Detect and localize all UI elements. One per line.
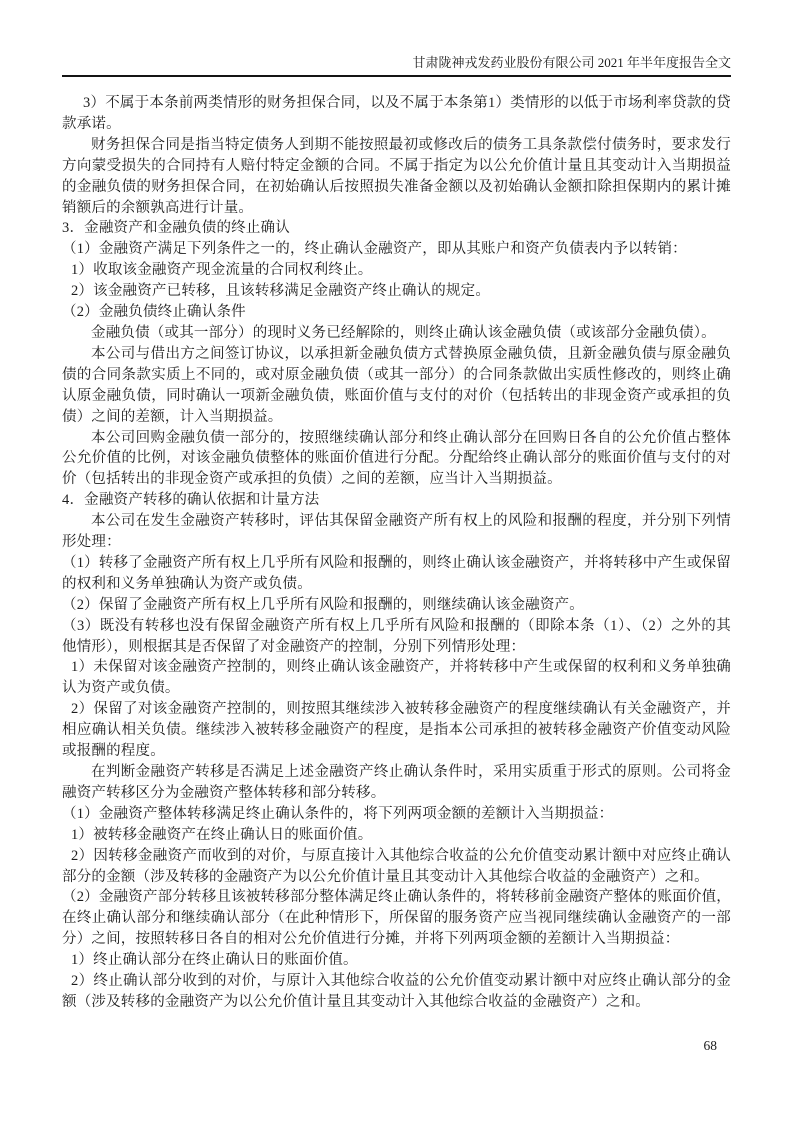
paragraph: （2）金融负债终止确认条件 (62, 304, 246, 321)
paragraph: 1）被转移金融资产在终止确认日的账面价值。 (70, 826, 373, 843)
paragraph: 1）收取该金融资产现金流量的合同权利终止。 (70, 262, 373, 279)
paragraph: 金融负债（或其一部分）的现时义务已经解除的，则终止确认该金融负债（或该部分金融负债）。 (91, 324, 716, 341)
paragraph: 1）未保留对该金融资产控制的，则终止确认该金融资产，并将转移中产生或保留的权利和义务单独确认为资产或负债。 (62, 659, 731, 697)
paragraph: 2）因转移金融资产而收到的对价，与原直接计入其他综合收益的公允价值变动累计额中对应终止确认部分的金额（涉及转移的金融资产为以公允价值计量且其变动计入其他综合收益的金融资产）之和。 (62, 847, 731, 885)
paragraph: 3）不属于本条前两类情形的财务担保合同，以及不属于本条第1）类情形的以低于市场利率贷款的贷款承诺。 (62, 95, 731, 132)
page-header (62, 0, 731, 77)
paragraph: （1）金融资产整体转移满足终止确认条件的，将下列两项金额的差额计入当期损益： (62, 805, 614, 822)
paragraph: 本公司回购金融负债一部分的，按照继续确认部分和终止确认部分在回购日各自的公允价值占整体公允价值的比例，对该金融负债整体的账面价值进行分配。分配给终止确认部分的账面价值与支付的对价（包括转出的非现金资产或承担的负债）之间的差额，应当计入当期损益。 (62, 429, 731, 488)
paragraph: 在判断金融资产转移是否满足上述金融资产终止确认条件时，采用实质重于形式的原则。公司将金融资产转移区分为金融资产整体转移和部分转移。 (62, 764, 731, 801)
paragraph: 2）保留了对该金融资产控制的，则按照其继续涉入被转移金融资产的程度继续确认有关金融资产，并相应确认相关负债。继续涉入被转移金融资产的程度，是指本公司承担的被转移金融资产价值变动风险或报酬的程度。 (62, 701, 731, 760)
paragraph: 本公司与借出方之间签订协议，以承担新金融负债方式替换原金融负债，且新金融负债与原金融负债的合同条款实质上不同的，或对原金融负债（或其一部分）的合同条款做出实质性修改的，则终止确认原金融负债，同时确认一项新金融负债，账面价值与支付的对价（包括转出的非现金资产或承担的负债）之间的差额，计入当期损益。 (62, 345, 731, 425)
paragraph: 3．金融资产和金融负债的终止确认 (62, 220, 290, 237)
page-number: 68 (703, 1038, 717, 1053)
header-divider (62, 75, 731, 77)
paragraph: （3）既没有转移也没有保留金融资产所有权上几乎所有风险和报酬的（即除本条（1）、（2）之外的其他情形），则根据其是否保留了对金融资产的控制，分别下列情形处理： (62, 617, 731, 655)
paragraph: 财务担保合同是指当特定债务人到期不能按照最初或修改后的债务工具条款偿付债务时，要求发行方向蒙受损失的合同持有人赔付特定金额的合同。不属于指定为以公允价值计量且其变动计入当期损益的金融负债的财务担保合同，在初始确认后按照损失准备金额以及初始确认金额扣除担保期内的累计摊销额后的余额孰高进行计量。 (62, 136, 731, 216)
paragraph: 2）终止确认部分收到的对价，与原计入其他综合收益的公允价值变动累计额中对应终止确认部分的金额（涉及转移的金融资产为以公允价值计量且其变动计入其他综合收益的金融资产）之和。 (62, 973, 731, 1010)
paragraph: 2）该金融资产已转移，且该转移满足金融资产终止确认的规定。 (70, 283, 491, 300)
document-body (62, 93, 731, 1013)
paragraph: 4．金融资产转移的确认依据和计量方法 (62, 492, 320, 509)
paragraph: （2）保留了金融资产所有权上几乎所有风险和报酬的，则继续确认该金融资产。 (62, 596, 584, 613)
paragraph: 1）终止确认部分在终止确认日的账面价值。 (70, 952, 358, 969)
paragraph: （1）金融资产满足下列条件之一的，终止确认金融资产，即从其账户和资产负债表内予以转销： (62, 241, 687, 258)
paragraph: （2）金融资产部分转移且该被转移部分整体满足终止确认条件的，将转移前金融资产整体的账面价值，在终止确认部分和继续确认部分（在此种情形下，所保留的服务资产应当视同继续确认金融资产的一部分）之间，按照转移日各自的相对公允价值进行分摊，并将下列两项金额的差额计入当期损益： (62, 889, 731, 948)
report-header-title: 甘肃陇神戎发药业股份有限公司 2021 年半年度报告全文 (412, 55, 731, 70)
paragraph: 本公司在发生金融资产转移时，评估其保留金融资产所有权上的风险和报酬的程度，并分别下列情形处理： (62, 513, 731, 551)
paragraph: （1）转移了金融资产所有权上几乎所有风险和报酬的，则终止确认该金融资产，并将转移中产生或保留的权利和义务单独确认为资产或负债。 (62, 554, 731, 592)
